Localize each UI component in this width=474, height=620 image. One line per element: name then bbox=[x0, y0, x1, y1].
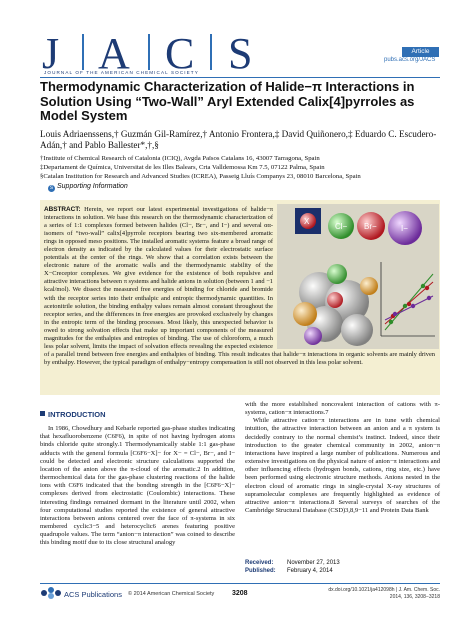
toc-graphic bbox=[277, 204, 439, 349]
supporting-information-link[interactable] bbox=[48, 183, 128, 192]
journal-url-link[interactable]: pubs.acs.org/JACS bbox=[384, 57, 436, 63]
supporting-information-label: Supporting Information bbox=[57, 183, 128, 190]
publisher-name: ACS Publications bbox=[64, 590, 122, 599]
intro-paragraph-continued: with the more established noncovalent interaction of cations with π-systems, cation−π interactions.7 bbox=[245, 401, 440, 417]
logo-divider bbox=[210, 34, 212, 70]
figure-label-x: X bbox=[304, 217, 310, 226]
section-heading-text: INTRODUCTION bbox=[48, 410, 106, 419]
abstract bbox=[44, 206, 435, 367]
left-column bbox=[40, 401, 235, 548]
abstract-body: Herein, we report our latest experimental investigations of halide−π interactions in solution. We base this research on the thermodynamic characterization of a series of 1:1 complexes formed between halides (Cl−, Br−, and I−) and several αα-isomers of “two-wall” calix[4]pyrrole receptors bearing two six-membered aromatic rings in opposed meso positions. The installed aromatic systems feature a broad range of electron density as indicated by the calculated values for their electrostatic surface potentials at the center of the rings. We show that a correlation exists between the electronic nature of the aromatic walls and the thermodynamic stability of the X−Creceptor complexes. We give evidence for the existence of both repulsive and attractive interactions between π systems and halide anions in solution (between 1 and −1 kcal/mol). We dissect the measured free energies of binding for chloride and bromide with the receptor series into their enthalpic and entropic thermodynamic quantities. In acetonitrile solution, the binding enthalpy values remain almost constant throughout the receptor series, and the differences in free energies are provoked exclusively by changes in the entropic term of the binding processes. Most likely, this unexpected behavior is owed to strong solvation effects that make up important components of the measured magnitudes for the enthalpies and entropies of binding. The use of chloroform, a much less polar solvent, limits the impact of solvation effects revealing the expected existence of a parallel trend between free energies and enthalpies of binding. This result indicates that halide−π interactions in organic solvents are mainly driven by enthalpy. However, the typical paradigm of enthalpy−entropy compensation is still not observed in this less polar solvent. bbox=[44, 206, 435, 366]
logo-divider bbox=[82, 34, 84, 70]
intro-paragraph: While attractive cation−π interactions are in tune with chemical intuition, the attractive interaction between an anion and a π system is decidedly contrary to the normal chemist’s instinct. Indeed, since their introduction to the greater chemical community in 2002, anion−π interactions have inspired a large number of publications. Numerous and extensive investigations on the physical nature of anion−π interactions and other influencing effects (hydrogen bonds, cations, ring size, etc.) have been performed using electronic structure methods. Anions nested in the electron cloud of aromatic rings in single-crystal X-ray structures of supramolecular complexes are frequently highlighted as evidence of attractive anion−π interactions.8 Several surveys of searches of the Cambridge Structural Database (CSD)3,8,9−11 and Protein Data Bank bbox=[245, 417, 440, 515]
logo-letter: J bbox=[42, 30, 60, 72]
published-date bbox=[245, 567, 440, 575]
figure-label-br: Br− bbox=[364, 222, 377, 231]
doi-citation-link[interactable]: dx.doi.org/10.1021/ja412098h | J. Am. Chem. Soc. 2014, 136, 3208−3218 bbox=[328, 587, 440, 600]
acs-logo-icon bbox=[40, 586, 62, 600]
jacs-logo bbox=[40, 30, 280, 72]
logo-letter: S bbox=[228, 30, 253, 72]
jacs-logo-letters bbox=[42, 30, 252, 72]
footer-rule bbox=[40, 583, 440, 584]
published-label: Published: bbox=[245, 568, 276, 574]
abstract-label: ABSTRACT: bbox=[44, 206, 81, 213]
received-date bbox=[245, 559, 440, 567]
toc-graphic-art bbox=[277, 204, 439, 349]
publication-dates bbox=[245, 559, 440, 575]
received-value: November 27, 2013 bbox=[287, 560, 340, 566]
affiliations bbox=[40, 154, 440, 182]
section-bullet-icon bbox=[40, 411, 45, 416]
supporting-info-icon: s bbox=[50, 185, 53, 191]
journal-subtitle: JOURNAL OF THE AMERICAN CHEMICAL SOCIETY bbox=[44, 70, 199, 75]
intro-paragraph: In 1986, Chowdhury and Kebarle reported gas-phase studies indicating that hexafluorobenzene (C6F6), in spite of not having hydrogen atoms binds chloride quite strongly.1 Thermodynamically stable 1:1 gas-phase adducts with the general formula [C6F6−X]− for X− = Cl−, Br−, and I− could be detected and electronic structure calculations supported the location of the anion above the π-cloud of the aromatic.2 In addition, thermochemical data for the gas-phase clustering reactions of the halide ions with C6F6 indicated that the bonding strength in the [C6F6−X]− complexes derived from electrostatic (Coulombic) interactions. These interesting findings remained dormant in the literature until 2002, when four computational studies reported the existence of general attractive interactions between anions centered over the face of π-systems in six membered cyclic3−5 and heterocyclic6 arenes featuring positive quadrupole values. The term “anion−π interaction” was coined to describe this binding motif due to its close structural analogy bbox=[40, 425, 235, 547]
page-number: 3208 bbox=[232, 590, 248, 597]
copyright: © 2014 American Chemical Society bbox=[128, 591, 215, 597]
logo-letter: C bbox=[165, 30, 195, 72]
received-label: Received: bbox=[245, 560, 274, 566]
published-value: February 4, 2014 bbox=[287, 568, 333, 574]
affiliation-line: ‡Departament de Química, Universitat de les Illes Balears, Crta Valldemossa Km 7.5, 07122 Palma, Spain bbox=[40, 164, 325, 172]
article-type-badge: Article bbox=[402, 47, 439, 57]
section-heading bbox=[40, 411, 235, 419]
right-column bbox=[245, 401, 440, 515]
header-rule bbox=[40, 77, 440, 78]
author-list: Louis Adriaenssens,† Guzmán Gil-Ramírez,† Antonio Frontera,‡ David Quiñonero,‡ Eduardo C. Escudero-Adán,† and Pablo Ballester*,†,§ bbox=[40, 129, 437, 150]
affiliation-line: †Institute of Chemical Research of Catalonia (ICIQ), Avgda Països Catalans 16, 43007 Tarragona, Spain bbox=[40, 155, 320, 162]
logo-letter: A bbox=[98, 30, 130, 72]
figure-label-cl: Cl− bbox=[335, 222, 348, 231]
logo-divider bbox=[148, 34, 150, 70]
article-title: Thermodynamic Characterization of Halide−π Interactions in Solution Using “Two-Wall” Aryl Extended Calix[4]pyrroles as Model System bbox=[40, 79, 415, 123]
figure-label-i: I− bbox=[401, 224, 408, 233]
affiliation-line: §Catalan Institution for Research and Advanced Studies (ICREA), Passeig Lluís Companys 23, 08010 Barcelona, Spain bbox=[40, 173, 361, 181]
